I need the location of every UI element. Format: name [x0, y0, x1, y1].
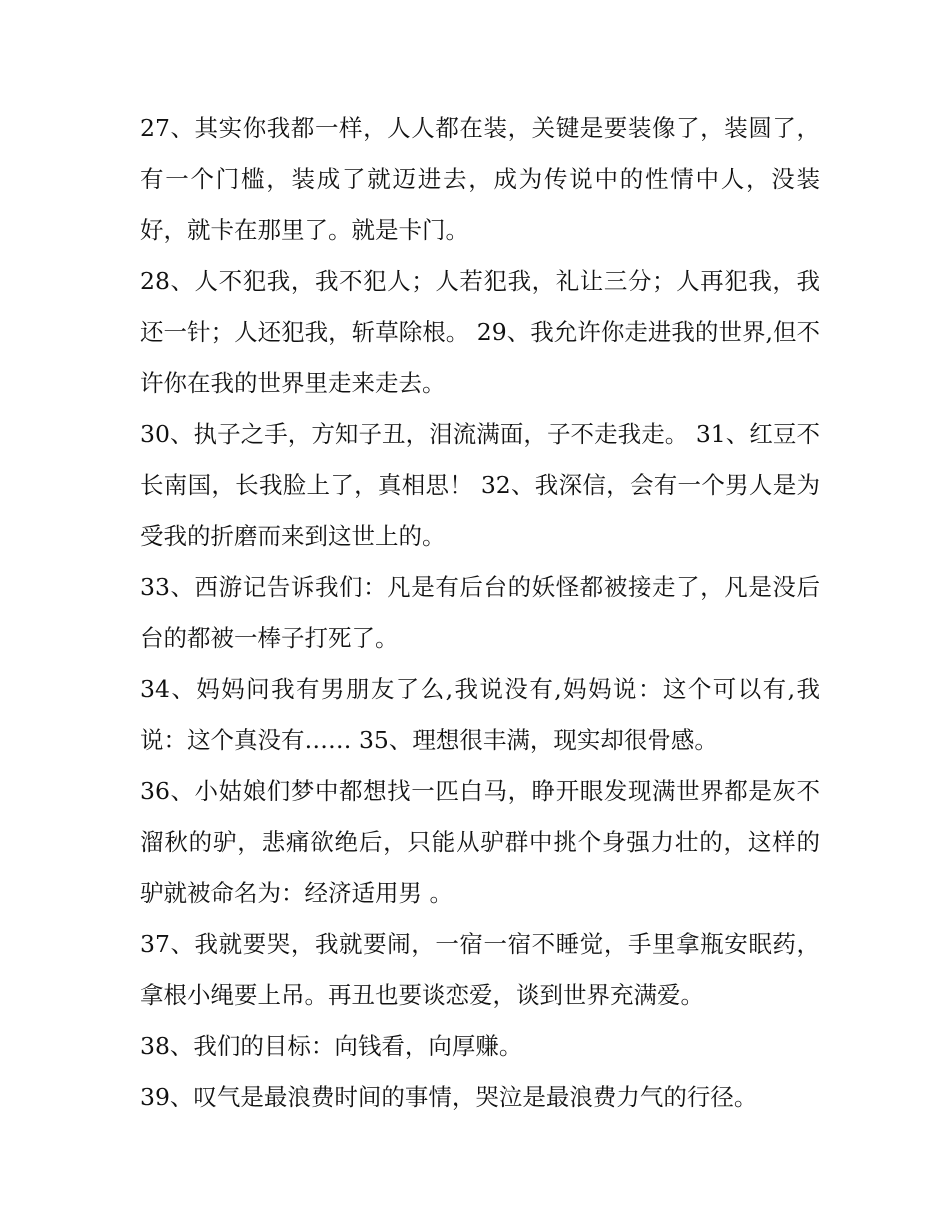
paragraph-38: 38、我们的目标：向钱看，向厚赚。 [140, 1032, 523, 1060]
paragraph-34-35: 34、妈妈问我有男朋友了么,我说没有,妈妈说：这个可以有,我说：这个真没有…… 35、理想很丰满，现实却很骨感。 [140, 675, 820, 754]
paragraph-33: 33、西游记告诉我们：凡是有后台的妖怪都被接走了，凡是没后台的都被一棒子打死了。 [140, 573, 820, 652]
paragraph-30-32: 30、执子之手，方知子丑，泪流满面，子不走我走。 31、红豆不长南国，长我脸上了，真相思！ 32、我深信，会有一个男人是为受我的折磨而来到这世上的。 [140, 420, 820, 550]
paragraph-27: 27、其实你我都一样，人人都在装，关键是要装像了，装圆了，有一个门槛，装成了就迈进去，成为传说中的性情中人，没装好，就卡在那里了。就是卡门。 [140, 114, 820, 244]
paragraph-39: 39、叹气是最浪费时间的事情，哭泣是最浪费力气的行径。 [140, 1083, 758, 1111]
paragraph-37: 37、我就要哭，我就要闹，一宿一宿不睡觉，手里拿瓶安眠药，拿根小绳要上吊。再丑也要谈恋爱，谈到世界充满爱。 [140, 930, 820, 1009]
paragraph-28-29: 28、人不犯我，我不犯人；人若犯我，礼让三分；人再犯我，我还一针；人还犯我，斩草除根。 29、我允许你走进我的世界,但不许你在我的世界里走来走去。 [140, 267, 820, 397]
paragraph-36: 36、小姑娘们梦中都想找一匹白马，睁开眼发现满世界都是灰不溜秋的驴，悲痛欲绝后，只能从驴群中挑个身强力壮的，这样的驴就被命名为：经济适用男 。 [140, 777, 820, 907]
document-page [140, 103, 820, 1123]
